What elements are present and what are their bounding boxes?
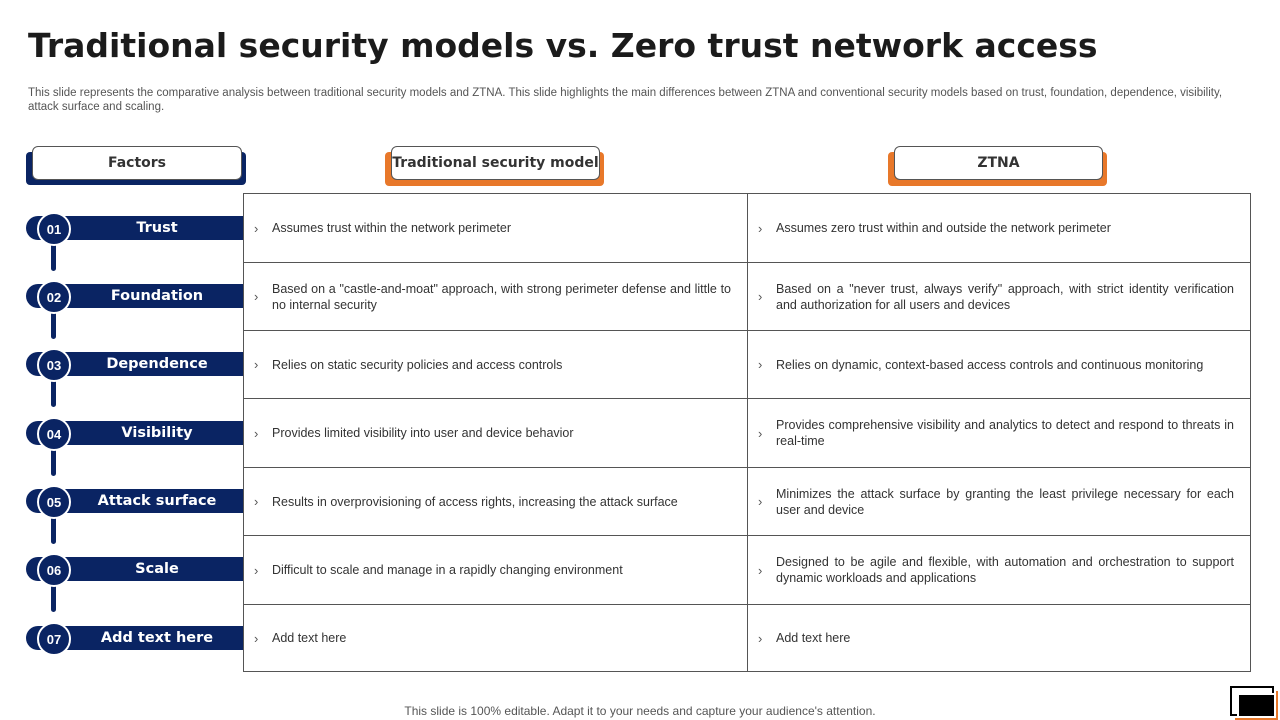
ztna-text: Relies on dynamic, context-based access controls and continuous monitoring bbox=[776, 357, 1204, 372]
chevron-right-icon: › bbox=[758, 289, 763, 304]
traditional-text: Based on a "castle-and-moat" approach, with strong perimeter defense and little to no internal security bbox=[272, 281, 731, 312]
chevron-right-icon: › bbox=[254, 220, 259, 236]
factor-row-4 bbox=[26, 418, 243, 452]
ztna-text: Designed to be agile and flexible, with automation and orchestration to support dynamic workloads and applications bbox=[776, 555, 1234, 585]
chevron-right-icon: › bbox=[758, 425, 763, 441]
traditional-text: Relies on static security policies and access controls bbox=[272, 357, 563, 372]
factor-row-3 bbox=[26, 349, 243, 383]
traditional-cell bbox=[244, 468, 747, 535]
factor-label: Attack surface bbox=[97, 493, 217, 509]
factor-stem bbox=[51, 448, 56, 476]
chevron-right-icon: › bbox=[254, 425, 259, 441]
ztna-cell bbox=[748, 605, 1250, 671]
header-ztna-label: ZTNA bbox=[894, 146, 1103, 180]
chevron-right-icon: › bbox=[254, 357, 259, 372]
factor-row-6 bbox=[26, 554, 243, 588]
chevron-right-icon: › bbox=[758, 494, 763, 509]
page-subtitle: This slide represents the comparative analysis between traditional security models and ZTNA. This slide highlights the main differences between ZTNA and conventional security models based on trust, foundation, dependence, visibility, attack surface and scaling. bbox=[28, 87, 1223, 113]
ztna-cell bbox=[748, 399, 1250, 467]
traditional-cell bbox=[244, 605, 747, 671]
chevron-right-icon: › bbox=[254, 562, 259, 578]
header-factors bbox=[32, 146, 242, 180]
footer-note: This slide is 100% editable. Adapt it to your needs and capture your audience's attention. bbox=[404, 704, 876, 718]
factor-number: 03 bbox=[37, 348, 71, 382]
ztna-cell bbox=[748, 263, 1250, 330]
ztna-text: Minimizes the attack surface by granting the least privilege necessary for each user and device bbox=[776, 486, 1234, 517]
ztna-cell bbox=[748, 331, 1250, 398]
chevron-right-icon: › bbox=[254, 630, 259, 646]
ztna-cell bbox=[748, 468, 1250, 535]
factor-number: 04 bbox=[37, 417, 71, 451]
ztna-cell bbox=[748, 536, 1250, 604]
chevron-right-icon: › bbox=[758, 220, 763, 236]
traditional-text: Add text here bbox=[272, 631, 347, 645]
chevron-right-icon: › bbox=[758, 357, 763, 372]
header-ztna bbox=[894, 146, 1103, 180]
ztna-text: Based on a "never trust, always verify" approach, with strict identity verification and authorization for all users and devices bbox=[776, 281, 1234, 312]
factor-label: Visibility bbox=[121, 425, 193, 441]
chevron-right-icon: › bbox=[758, 630, 763, 646]
comparison-table bbox=[243, 193, 1251, 672]
header-traditional bbox=[391, 146, 600, 180]
factor-stem bbox=[51, 584, 56, 612]
chevron-right-icon: › bbox=[254, 494, 259, 509]
ztna-cell bbox=[748, 194, 1250, 262]
traditional-text: Assumes trust within the network perimeter bbox=[272, 221, 511, 235]
header-traditional-label: Traditional security model bbox=[391, 146, 600, 180]
traditional-cell bbox=[244, 194, 747, 262]
traditional-cell bbox=[244, 536, 747, 604]
traditional-cell bbox=[244, 331, 747, 398]
factor-label: Scale bbox=[135, 561, 179, 577]
ztna-text: Provides comprehensive visibility and analytics to detect and respond to threats in real-time bbox=[776, 418, 1234, 448]
factor-label: Add text here bbox=[100, 630, 214, 646]
traditional-text: Results in overprovisioning of access rights, increasing the attack surface bbox=[272, 494, 678, 509]
chevron-right-icon: › bbox=[758, 562, 763, 578]
factor-stem bbox=[51, 311, 56, 339]
chevron-right-icon: › bbox=[254, 289, 259, 304]
traditional-cell bbox=[244, 263, 747, 330]
factor-number: 01 bbox=[37, 212, 71, 246]
factor-number: 07 bbox=[37, 622, 71, 656]
factor-number: 06 bbox=[37, 553, 71, 587]
factor-number: 05 bbox=[37, 485, 71, 519]
factor-row-5 bbox=[26, 486, 243, 520]
logo-inner bbox=[1237, 693, 1276, 718]
traditional-text: Provides limited visibility into user and device behavior bbox=[272, 426, 574, 440]
slide-logo-icon bbox=[1230, 686, 1274, 716]
factor-stem bbox=[51, 516, 56, 544]
factor-row-2 bbox=[26, 281, 243, 315]
page-title: Traditional security models vs. Zero trust network access bbox=[28, 26, 1098, 65]
factor-number: 02 bbox=[37, 280, 71, 314]
traditional-cell bbox=[244, 399, 747, 467]
header-factors-label: Factors bbox=[32, 146, 242, 180]
traditional-text: Difficult to scale and manage in a rapidly changing environment bbox=[272, 563, 623, 577]
ztna-text: Add text here bbox=[776, 631, 851, 645]
factor-stem bbox=[51, 379, 56, 407]
factor-label: Trust bbox=[136, 220, 178, 236]
factor-row-7 bbox=[26, 623, 243, 657]
ztna-text: Assumes zero trust within and outside the network perimeter bbox=[776, 221, 1111, 235]
factor-row-1 bbox=[26, 213, 243, 247]
factor-label: Foundation bbox=[110, 288, 204, 304]
factor-stem bbox=[51, 243, 56, 271]
factor-label: Dependence bbox=[106, 356, 208, 372]
